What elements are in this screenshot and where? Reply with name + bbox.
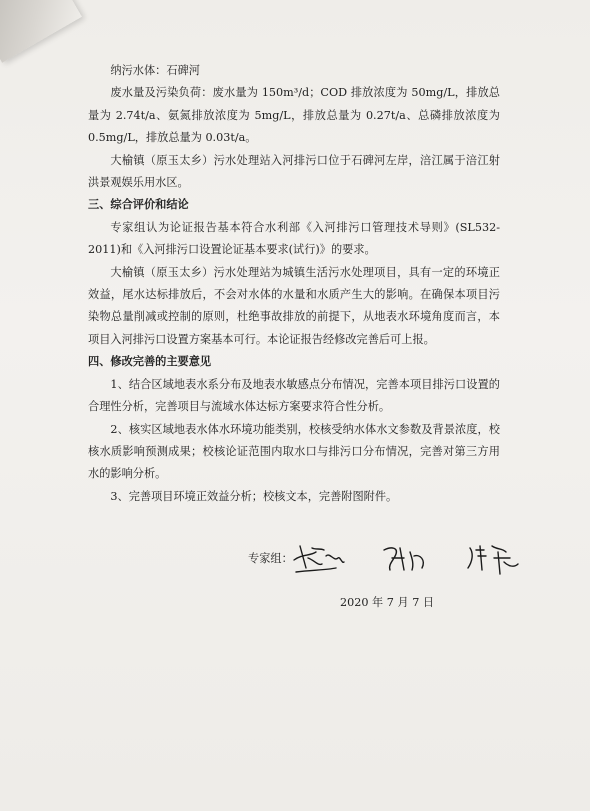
handwritten-signatures bbox=[292, 536, 548, 580]
conclusion-paragraph-1: 专家组认为论证报告基本符合水利部《入河排污口管理技术导则》(SL532-2011)和《入河排污口设置论证基本要求(试行)》的要求。 bbox=[88, 220, 500, 257]
section-heading-conclusion: 三、综合评价和结论 bbox=[88, 198, 189, 212]
folded-corner bbox=[0, 0, 82, 63]
pollution-load-paragraph: 废水量及污染负荷：废水量为 150m³/d；COD 排放浓度为 50mg/L，排放总量为 2.74t/a、氨氮排放浓度为 5mg/L，排放总量为 0.27t/a、总磷排放浓度为 0.5mg/L，排放总量为 0.03t/a。 bbox=[88, 86, 500, 145]
document-body bbox=[88, 60, 500, 508]
signature-date: 2020 年 7 月 7 日 bbox=[340, 596, 435, 609]
outfall-location-paragraph: 大榆镇（原玉太乡）污水处理站入河排污口位于石碑河左岸，涪江属于涪江射洪景观娱乐用水区。 bbox=[88, 153, 500, 190]
signature-row bbox=[248, 536, 548, 580]
conclusion-paragraph-2: 大榆镇（原玉太乡）污水处理站为城镇生活污水处理项目，具有一定的环境正效益，尾水达标排放后，不会对水体的水量和水质产生大的影响。在确保本项目污染物总量削减或控制的原则，杜绝事故排放的前提下，从地表水环境角度而言，本项目入河排污口设置方案基本可行。本论证报告经修改完善后可上报。 bbox=[88, 265, 500, 346]
revision-item-2: 2、核实区域地表水体水环境功能类别，校核受纳水体水文参数及背景浓度，校核水质影响预测成果；校核论证范围内取水口与排污口分布情况，完善对第三方用水的影响分析。 bbox=[88, 422, 500, 481]
section-heading-revisions: 四、修改完善的主要意见 bbox=[88, 355, 212, 369]
expert-group-label: 专家组： bbox=[248, 552, 293, 565]
revision-item-3: 3、完善项目环境正效益分析；校核文本，完善附图附件。 bbox=[110, 489, 398, 503]
revision-item-1: 1、结合区域地表水系分布及地表水敏感点分布情况，完善本项目排污口设置的合理性分析，完善项目与流域水体达标方案要求符合性分析。 bbox=[88, 377, 500, 414]
receiving-water-line: 纳污水体：石碑河 bbox=[110, 64, 200, 77]
